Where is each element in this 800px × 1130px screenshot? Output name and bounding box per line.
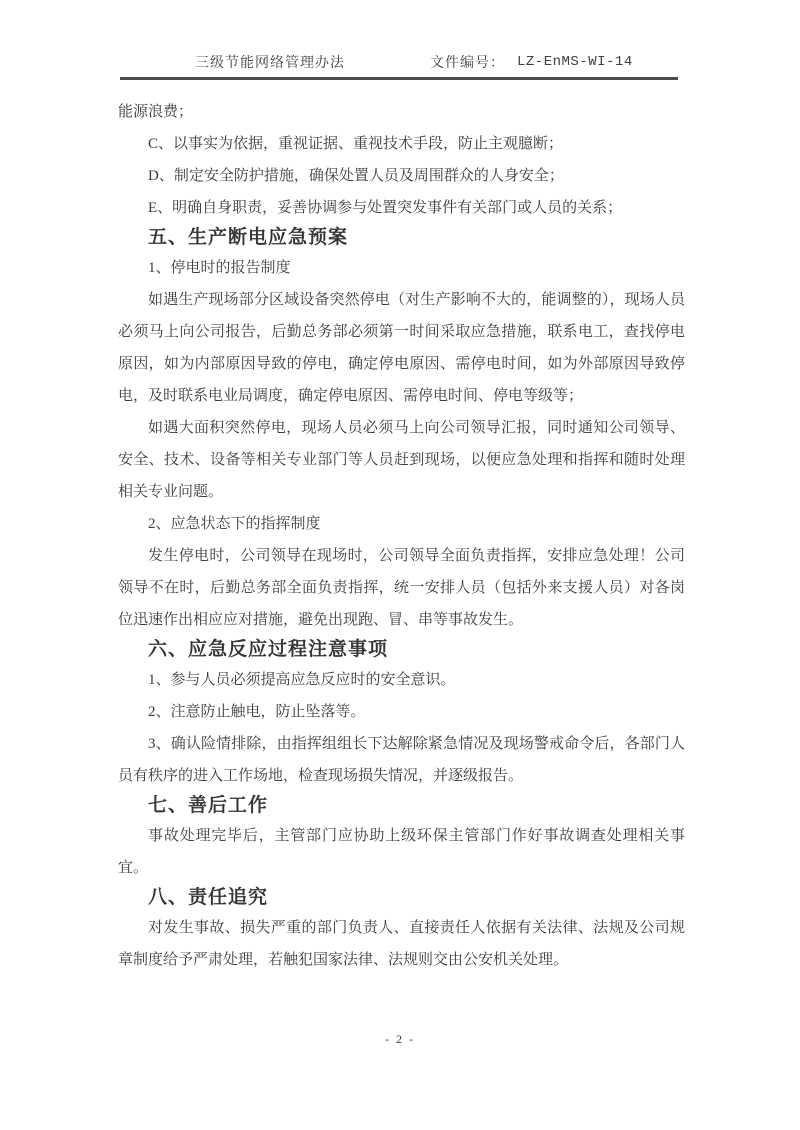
sub-item-2: 2、注意防止触电，防止坠落等。 xyxy=(148,704,366,720)
list-item-d: D、制定安全防护措施，确保处置人员及周围群众的人身安全； xyxy=(148,168,564,184)
sub-item-2: 2、应急状态下的指挥制度 xyxy=(148,516,321,532)
sub-item-1: 1、参与人员必须提高应急反应时的安全意识。 xyxy=(148,672,456,688)
document-title: 三级节能网络管理办法 xyxy=(195,56,345,71)
paragraph-continuation: 能源浪费； xyxy=(118,104,194,120)
list-item-e: E、明确自身职责，妥善协调参与处置突发事件有关部门或人员的关系； xyxy=(148,200,623,216)
paragraph: 发生停电时，公司领导在现场时，公司领导全面负责指挥，安排应急处理！公司领导不在时，后勤总务部全面负责指挥，统一安排人员（包括外来支援人员）对各岗位迅速作出相应应对措施，避免出现跑、冒、串等事故发生。 xyxy=(118,548,685,628)
sub-item-1: 1、停电时的报告制度 xyxy=(148,260,291,276)
paragraph: 对发生事故、损失严重的部门负责人、直接责任人依据有关法律、法规及公司规章制度给予严肃处理，若触犯国家法律、法规则交由公安机关处理。 xyxy=(118,920,685,968)
section-heading-7: 七、善后工作 xyxy=(148,795,269,816)
doc-number-label: 文件编号： xyxy=(430,56,505,71)
document-body xyxy=(118,96,685,976)
section-heading-8: 八、责任追究 xyxy=(148,887,269,908)
paragraph: 3、确认险情排除，由指挥组组长下达解除紧急情况及现场警戒命令后，各部门人员有秩序的进入工作场地，检查现场损失情况，并逐级报告。 xyxy=(118,736,685,784)
paragraph: 如遇生产现场部分区域设备突然停电（对生产影响不大的，能调整的），现场人员必须马上向公司报告，后勤总务部必须第一时间采取应急措施，联系电工，查找停电原因，如为内部原因导致的停电，确定停电原因、需停电时间，如为外部原因导致停电，及时联系电业局调度，确定停电原因、需停电时间、停电等级等； xyxy=(118,292,685,404)
section-heading-5: 五、生产断电应急预案 xyxy=(148,227,349,248)
list-item-c: C、以事实为依据，重视证据、重视技术手段，防止主观臆断； xyxy=(148,136,564,152)
paragraph: 如遇大面积突然停电，现场人员必须马上向公司领导汇报，同时通知公司领导、安全、技术、设备等相关专业部门等人员赶到现场，以便应急处理和指挥和随时处理相关专业问题。 xyxy=(118,420,685,500)
doc-number-value: LZ-EnMS-WI-14 xyxy=(517,54,633,70)
page-number: - 2 - xyxy=(385,1032,415,1046)
header-rule xyxy=(120,77,678,80)
paragraph: 事故处理完毕后，主管部门应协助上级环保主管部门作好事故调查处理相关事宜。 xyxy=(118,828,685,876)
section-heading-6: 六、应急反应过程注意事项 xyxy=(148,639,389,660)
